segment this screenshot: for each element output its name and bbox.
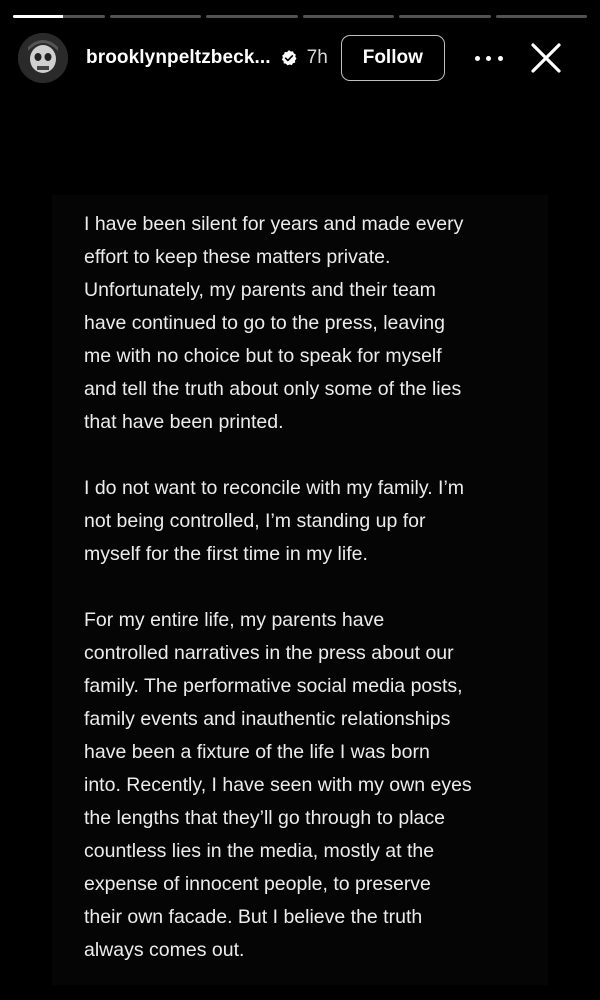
story-line: and tell the truth about only some of the lies [84, 378, 462, 400]
story-line: I do not want to reconcile with my family. I’m [84, 477, 465, 499]
verified-badge-icon [280, 49, 298, 67]
story-line: family events and inauthentic relationships [84, 708, 451, 730]
progress-segment [399, 15, 491, 18]
story-line: controlled narratives in the press about our [84, 642, 454, 664]
close-icon[interactable] [530, 42, 562, 74]
story-line: Unfortunately, my parents and their team [84, 279, 436, 301]
profile-avatar[interactable] [18, 33, 68, 83]
follow-button[interactable]: Follow [341, 35, 445, 81]
story-line: me with no choice but to speak for myself [84, 345, 442, 367]
more-horizontal-icon[interactable] [475, 48, 503, 68]
story-line: I have been silent for years and made every [84, 213, 464, 235]
story-line: not being controlled, I’m standing up for [84, 510, 426, 532]
story-line: family. The performative social media posts, [84, 675, 463, 697]
story-line: their own facade. But I believe the truth [84, 906, 423, 928]
post-time: 7h [306, 47, 328, 68]
progress-segment [496, 15, 588, 18]
story-line: expense of innocent people, to preserve [84, 873, 431, 895]
story-line: have been a fixture of the life I was born [84, 741, 430, 763]
progress-fill [13, 15, 63, 18]
story-text-block [84, 208, 554, 1000]
story-paragraph [84, 604, 554, 967]
story-progress-bar [13, 15, 587, 18]
story-line: myself for the first time in my life. [84, 543, 368, 565]
story-line: the lengths that they’ll go through to place [84, 807, 445, 829]
progress-segment [303, 15, 395, 18]
story-line: always comes out. [84, 939, 245, 961]
story-line: effort to keep these matters private. [84, 246, 391, 268]
story-paragraph [84, 208, 554, 439]
story-header [18, 30, 588, 86]
story-line: countless lies in the media, mostly at the [84, 840, 435, 862]
story-paragraph [84, 472, 554, 571]
progress-segment [110, 15, 202, 18]
story-line: For my entire life, my parents have [84, 609, 385, 631]
story-line: into. Recently, I have seen with my own eyes [84, 774, 472, 796]
progress-segment [206, 15, 298, 18]
story-line: that have been printed. [84, 411, 284, 433]
username[interactable]: brooklynpeltzbeck... [86, 47, 271, 68]
story-line: have continued to go to the press, leaving [84, 312, 445, 334]
progress-segment [13, 15, 105, 18]
